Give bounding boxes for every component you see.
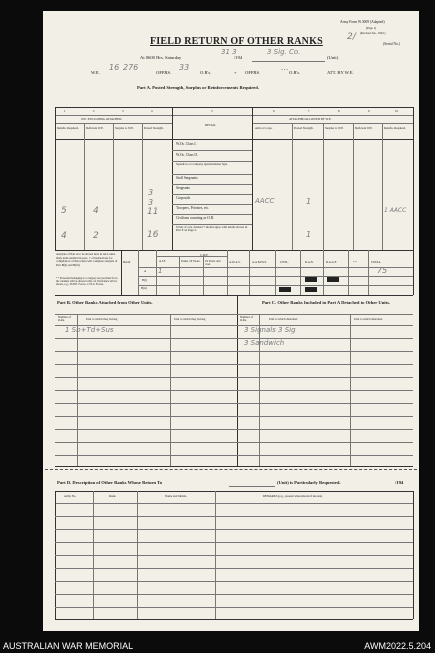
handwritten-we-ors: 276: [123, 63, 139, 72]
page-number: (Page 1): [366, 26, 377, 30]
part-d-row-rule: [55, 568, 413, 569]
attached-line: [252, 123, 413, 124]
col-header: Posted Strength.: [144, 126, 164, 130]
part-d-heading: Part D. Description of Other Ranks Whose Return To: [57, 480, 163, 485]
part-a-header-bottom: [55, 139, 413, 140]
part-d-col-header: REMARKS (e.g., present whereabouts if known).: [263, 494, 323, 498]
handwritten-serial: 2/: [347, 32, 356, 42]
detail-label: DETAIL.: [205, 123, 217, 127]
part-d-unit-line: [229, 486, 275, 487]
offrs-label: OFFRS.: [156, 70, 172, 75]
part-bc-row-rule: [55, 455, 413, 456]
analysis-rule: [300, 250, 301, 295]
part-d-row-rule: [55, 555, 413, 556]
unit-label: (Unit): [327, 55, 339, 60]
handwritten-ors: ...: [281, 63, 289, 72]
detail-row-label: Troopers, Privates, etc.: [176, 206, 210, 210]
analysis-row-label: B(i): [142, 278, 147, 282]
analysis-row-label: A: [144, 269, 147, 273]
offrs-label-2: OFFRS.: [245, 70, 261, 75]
handwritten-cell: 5: [61, 206, 67, 216]
col-rule: [413, 107, 414, 250]
col-header: Posted Strength.: [294, 126, 314, 130]
detail-row-label: W.Os. Class I.: [176, 142, 197, 146]
analysis-rule: [227, 250, 228, 295]
row-rule: [172, 204, 252, 205]
handwritten-cell: 4: [61, 231, 67, 241]
part-a-heading: Part A. Posted Strength, Surplus or Reinforcements Required.: [137, 85, 259, 90]
col-rule: [84, 123, 85, 250]
handwritten-cell: AACC: [255, 197, 275, 205]
part-bc-row-rule: [55, 442, 413, 443]
part-d-row-rule: [55, 581, 413, 582]
handwritten-cell: 1: [158, 267, 163, 275]
analysis-col-header: R.A.N.: [305, 260, 314, 264]
col-rule: [113, 123, 114, 250]
analysis-bottom: [55, 295, 413, 296]
att-by-we-label: ATT. BY W.E.: [327, 70, 354, 75]
we-label: W.E.: [91, 70, 101, 75]
blacked-cell: [279, 287, 291, 292]
handwritten-cell: 16: [147, 230, 159, 240]
part-bc-row-rule: [55, 403, 413, 404]
analysis-rule: [138, 250, 139, 295]
handwritten-part-b: 1 Sb+Td+Sus: [65, 326, 114, 334]
col-number: 2: [93, 109, 95, 113]
analysis-rule: [121, 250, 122, 295]
analysis-rule: [413, 250, 414, 295]
col-number: 1: [64, 109, 66, 113]
analysis-col-header: * *: [353, 260, 357, 264]
analysis-row-label: B(ii): [141, 286, 147, 290]
footer-accession: AWM2022.5.204: [364, 641, 431, 651]
part-d-col-header: Rank.: [109, 494, 117, 498]
form-title: FIELD RETURN OF OTHER RANKS: [150, 36, 323, 47]
part-d-col-header: Army No.: [64, 494, 77, 498]
part-a-numbers-line: [55, 115, 413, 116]
part-d-bottom: [55, 619, 413, 620]
col-number: 6: [273, 109, 275, 113]
analysis-col-header: 19 Years and over.: [205, 259, 221, 266]
col-number: 10: [395, 109, 398, 113]
detail-row-label: Totals of cols. marked * should agree with details shown in Part E on Page 2.: [176, 225, 248, 233]
analysis-note-2: * * Personnel belonging to a category not provided for in the columns will be shown in this col. Particulars will be shown, e.g., Sh B.E. Forces. 15 N.Z. Forces.: [56, 277, 118, 287]
analysis-rule: [249, 250, 250, 295]
part-b-heading: Part B. Other Ranks Attached from Other Units.: [57, 300, 153, 305]
part-d-row-rule: [55, 594, 413, 595]
cmf-label: C.M.F.: [200, 253, 209, 257]
col-number: 3: [122, 109, 124, 113]
part-b-col-header: Unit to which they belong: [174, 317, 206, 321]
part-d-header-rule: [55, 503, 413, 504]
part-b-col-header: Number of O.Rs.: [58, 315, 72, 322]
archive-footer: [0, 636, 435, 653]
army-form-number: Army Form W.3009 (Adapted): [340, 20, 385, 24]
handwritten-cell: 11: [147, 207, 159, 217]
analysis-col-header: TOTAL.: [371, 260, 382, 264]
ors-label: O.R's.: [200, 70, 212, 75]
part-bc-row-rule: [55, 416, 413, 417]
col-header: Reinfts. Required.: [384, 126, 406, 130]
col-rule: [172, 107, 173, 250]
row-rule: [172, 174, 252, 175]
tear-line: [45, 469, 417, 470]
part-d-row-rule: [55, 516, 413, 517]
part-b-col-header: Unit to which they belong: [86, 317, 118, 321]
unit-line: [252, 61, 325, 62]
we-excluding-label: W.E. EXCLUDING ATTACHED.: [81, 117, 123, 121]
analysis-rule: [275, 250, 276, 295]
handwritten-we-offrs: 16: [109, 63, 120, 72]
blacked-cell: [305, 277, 317, 282]
part-d-row-rule: [55, 529, 413, 530]
col-rule: [252, 107, 253, 250]
handwritten-part-c: 3 Signals 3 Sig: [244, 326, 296, 334]
footer-institution: AUSTRALIAN WAR MEMORIAL: [3, 641, 134, 651]
handwritten-part-c: 3 Sandwich: [244, 339, 285, 347]
handwritten-total: 75: [377, 266, 388, 275]
part-d-row-rule: [55, 542, 413, 543]
handwritten-cell: 3: [148, 198, 154, 207]
form-page: [43, 11, 419, 631]
handwritten-cell: 1 AACC: [384, 207, 407, 214]
part-d-heading-mid: (Unit) is Particularly Requested.: [277, 480, 341, 485]
part-d-heading-date: /194: [395, 480, 404, 485]
part-bc-bottom: [55, 466, 413, 467]
detail-row-label: Squadron or Company Quartermaster Sgts.: [176, 162, 228, 166]
revision-note: (Revised Jan., 1943.): [360, 31, 386, 35]
col-header: Surplus to W.E.: [325, 126, 344, 130]
detail-row-label: Sergeants: [176, 186, 190, 190]
part-d-col-rule: [413, 491, 414, 619]
analysis-col-header: CIVIL.: [280, 260, 289, 264]
part-a-bottom: [55, 250, 413, 251]
col-header: Arm or Corps.: [255, 126, 273, 130]
row-rule: [172, 184, 252, 185]
analysis-rule: [348, 250, 349, 295]
part-bc-row-rule: [55, 429, 413, 430]
blacked-cell: [305, 287, 317, 292]
handwritten-unit: 3 Sig. Co.: [267, 48, 301, 56]
part-bc-divider: [237, 295, 238, 466]
handwritten-cell: 4: [93, 206, 99, 216]
row-rule: [172, 214, 252, 215]
handwritten-cell: 3: [148, 188, 154, 197]
col-number: 8: [338, 109, 340, 113]
analysis-rule: [368, 250, 369, 295]
col-header: Surplus to W.E.: [115, 126, 134, 130]
part-d-col-header: Name and Initials.: [165, 494, 188, 498]
attached-allowed-label: ATTACHED ALLOWED BY W.E.: [289, 117, 332, 121]
col-number: 5: [211, 109, 213, 113]
serial-label: (Serial No.): [383, 42, 400, 46]
part-a-top: [55, 107, 413, 108]
detail-row-label: Corporals: [176, 196, 191, 200]
part-b-rule: [55, 314, 237, 315]
part-bc-row-rule: [55, 364, 413, 365]
part-d-top: [55, 491, 413, 492]
analysis-col-header: A.A.M.W.S.: [252, 260, 267, 264]
ors-label-2: O.R's.: [289, 70, 301, 75]
part-c-col-header: Unit to which detached.: [269, 317, 298, 321]
col-number: 4: [151, 109, 153, 113]
plus-sign: +: [234, 70, 237, 75]
analysis-detail-label: Detail: [123, 260, 131, 264]
handwritten-we-att: 33: [179, 63, 190, 72]
col-header: Reinfts. Required.: [57, 126, 79, 130]
part-bc-row-rule: [55, 351, 413, 352]
handwritten-date: 31 3: [221, 48, 237, 56]
col-rule: [353, 123, 354, 250]
part-c-heading: Part C. Other Ranks Included in Part A Detached to Other Units.: [261, 300, 391, 305]
analysis-row-rule: [138, 267, 413, 268]
row-rule: [172, 150, 252, 151]
part-bc-row-rule: [55, 338, 413, 339]
col-number: 9: [368, 109, 370, 113]
analysis-col-header: A.W.A.S.: [229, 260, 241, 264]
analysis-row-rule: [138, 285, 413, 286]
part-c-rule: [237, 314, 413, 315]
date-separator: /194: [234, 55, 243, 60]
at-line-label: At 0600 Hrs. Saturday: [140, 55, 182, 60]
part-d-row-rule: [55, 607, 413, 608]
col-rule: [292, 123, 293, 250]
detail-row-label: W.Os. Class II.: [176, 153, 198, 157]
part-c-col-header: Number of O.Rs.: [240, 315, 254, 322]
part-bc-row-rule: [55, 390, 413, 391]
detail-row-label: Staff Sergeants: [176, 176, 198, 180]
detail-row-label: Civilians counting as O.R.: [176, 216, 215, 220]
col-rule: [142, 123, 143, 250]
col-number: 7: [308, 109, 310, 113]
handwritten-cell: 1: [306, 197, 312, 206]
col-rule: [382, 123, 383, 250]
blacked-cell: [327, 277, 339, 282]
part-c-col-header: Unit to which detached.: [354, 317, 383, 321]
part-bc-row-rule: [55, 377, 413, 378]
analysis-row-rule: [138, 276, 413, 277]
row-rule: [172, 194, 252, 195]
analysis-rule: [323, 250, 324, 295]
col-header: Deficient W.E.: [86, 126, 104, 130]
handwritten-cell: 2: [93, 231, 99, 241]
analysis-note: Analysis of Part A to be shown here in ALL units. Only units entitled in para. 7 of instructions for compilation of this return will complete analysis of Part B(ii) and B(iii).: [56, 252, 118, 267]
col-rule: [323, 123, 324, 250]
analysis-col-header: R.A.A.F.: [326, 260, 337, 264]
col-header: Deficient W.E.: [355, 126, 373, 130]
analysis-col-header: A.I.F.: [159, 259, 166, 263]
col-rule: [55, 107, 56, 250]
handwritten-cell: 1: [306, 230, 312, 239]
analysis-col-header: Under 19 Years.: [181, 259, 201, 263]
